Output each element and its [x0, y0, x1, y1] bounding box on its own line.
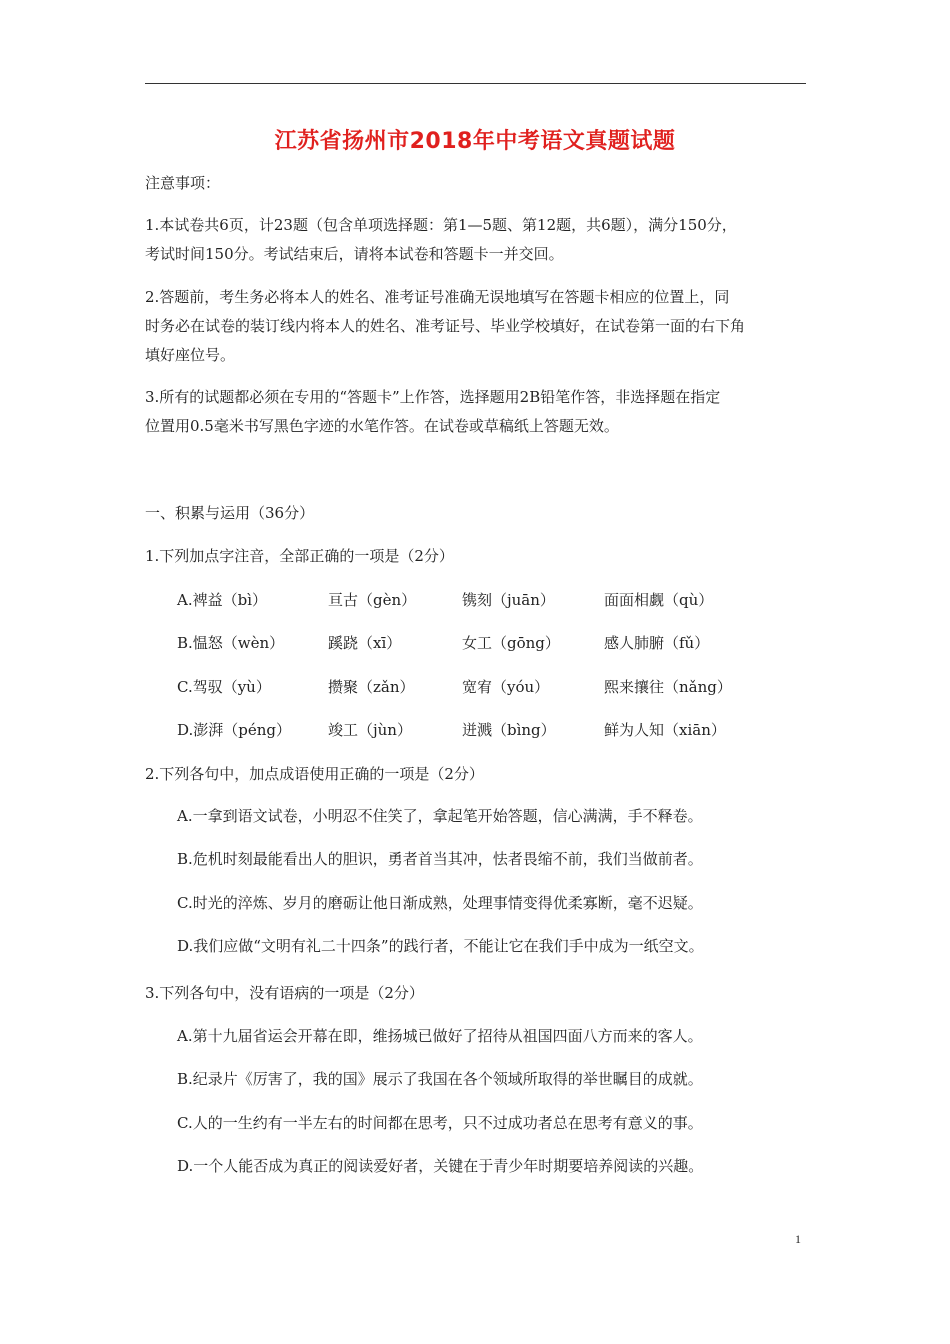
q1-option-a-1: A.裨益（bì）: [177, 591, 268, 609]
note-1-line-1: 1.本试卷共6页，计23题（包含单项选择题：第1—5题、第12题，共6题），满分150分，: [145, 216, 737, 234]
note-2-line-2: 时务必在试卷的装订线内将本人的姓名、准考证号、毕业学校填好，在试卷第一面的右下角: [145, 317, 746, 335]
q1-option-d-4: 鲜为人知（xiān）: [604, 721, 726, 739]
note-3-line-2: 位置用0.5毫米书写黑色字迹的水笔作答。在试卷或草稿纸上答题无效。: [145, 417, 619, 435]
q1-option-b-2: 蹊跷（xī）: [328, 634, 402, 652]
notice-heading: 注意事项：: [145, 174, 221, 192]
section-1-heading: 一、积累与运用（36分）: [145, 504, 315, 522]
q1-option-d-3: 迸溅（bìng）: [462, 721, 556, 739]
q3-option-a: A.第十九届省运会开幕在即，维扬城已做好了招待从祖国四面八方而来的客人。: [177, 1027, 703, 1045]
question-3-stem: 3.下列各句中，没有语病的一项是（2分）: [145, 984, 424, 1002]
q1-option-b-4: 感人肺腑（fǔ）: [604, 634, 710, 652]
question-1-stem: 1.下列加点字注音，全部正确的一项是（2分）: [145, 547, 454, 565]
q2-option-a: A.一拿到语文试卷，小明忍不住笑了，拿起笔开始答题，信心满满，手不释卷。: [177, 807, 703, 825]
q2-option-c: C.时光的淬炼、岁月的磨砺让他日渐成熟，处理事情变得优柔寡断，毫不迟疑。: [177, 894, 703, 912]
note-2-line-3: 填好座位号。: [145, 346, 236, 364]
question-2-stem: 2.下列各句中，加点成语使用正确的一项是（2分）: [145, 765, 484, 783]
q1-option-c-4: 熙来攘往（nǎng）: [604, 678, 732, 696]
q2-option-b: B.危机时刻最能看出人的胆识，勇者首当其冲，怯者畏缩不前，我们当做前者。: [177, 850, 703, 868]
q1-option-c-2: 攒聚（zǎn）: [328, 678, 415, 696]
header-rule: [145, 83, 806, 84]
q1-option-d-1: D.澎湃（péng）: [177, 721, 292, 739]
q1-option-b-1: B.愠怒（wèn）: [177, 634, 285, 652]
q3-option-d: D.一个人能否成为真正的阅读爱好者，关键在于青少年时期要培养阅读的兴趣。: [177, 1157, 704, 1175]
q1-option-b-3: 女工（gōng）: [462, 634, 560, 652]
note-1-line-2: 考试时间150分。考试结束后，请将本试卷和答题卡一并交回。: [145, 245, 564, 263]
q1-option-c-1: C.驾驭（yù）: [177, 678, 271, 696]
q1-option-a-2: 亘古（gèn）: [328, 591, 417, 609]
page-number: 1: [795, 1232, 801, 1246]
q3-option-c: C.人的一生约有一半左右的时间都在思考，只不过成功者总在思考有意义的事。: [177, 1114, 703, 1132]
note-3-line-1: 3.所有的试题都必须在专用的“答题卡”上作答，选择题用2B铅笔作答，非选择题在指定: [145, 388, 721, 406]
document-title: 江苏省扬州市2018年中考语文真题试题: [274, 129, 676, 154]
q1-option-a-4: 面面相觑（qù）: [604, 591, 714, 609]
q3-option-b: B.纪录片《厉害了，我的国》展示了我国在各个领域所取得的举世瞩目的成就。: [177, 1070, 703, 1088]
q2-option-d: D.我们应做“文明有礼二十四条”的践行者，不能让它在我们手中成为一纸空文。: [177, 937, 704, 955]
note-2-line-1: 2.答题前，考生务必将本人的姓名、准考证号准确无误地填写在答题卡相应的位置上，同: [145, 288, 730, 306]
q1-option-d-2: 竣工（jùn）: [328, 721, 412, 739]
q1-option-c-3: 宽宥（yóu）: [462, 678, 550, 696]
q1-option-a-3: 镌刻（juān）: [462, 591, 555, 609]
